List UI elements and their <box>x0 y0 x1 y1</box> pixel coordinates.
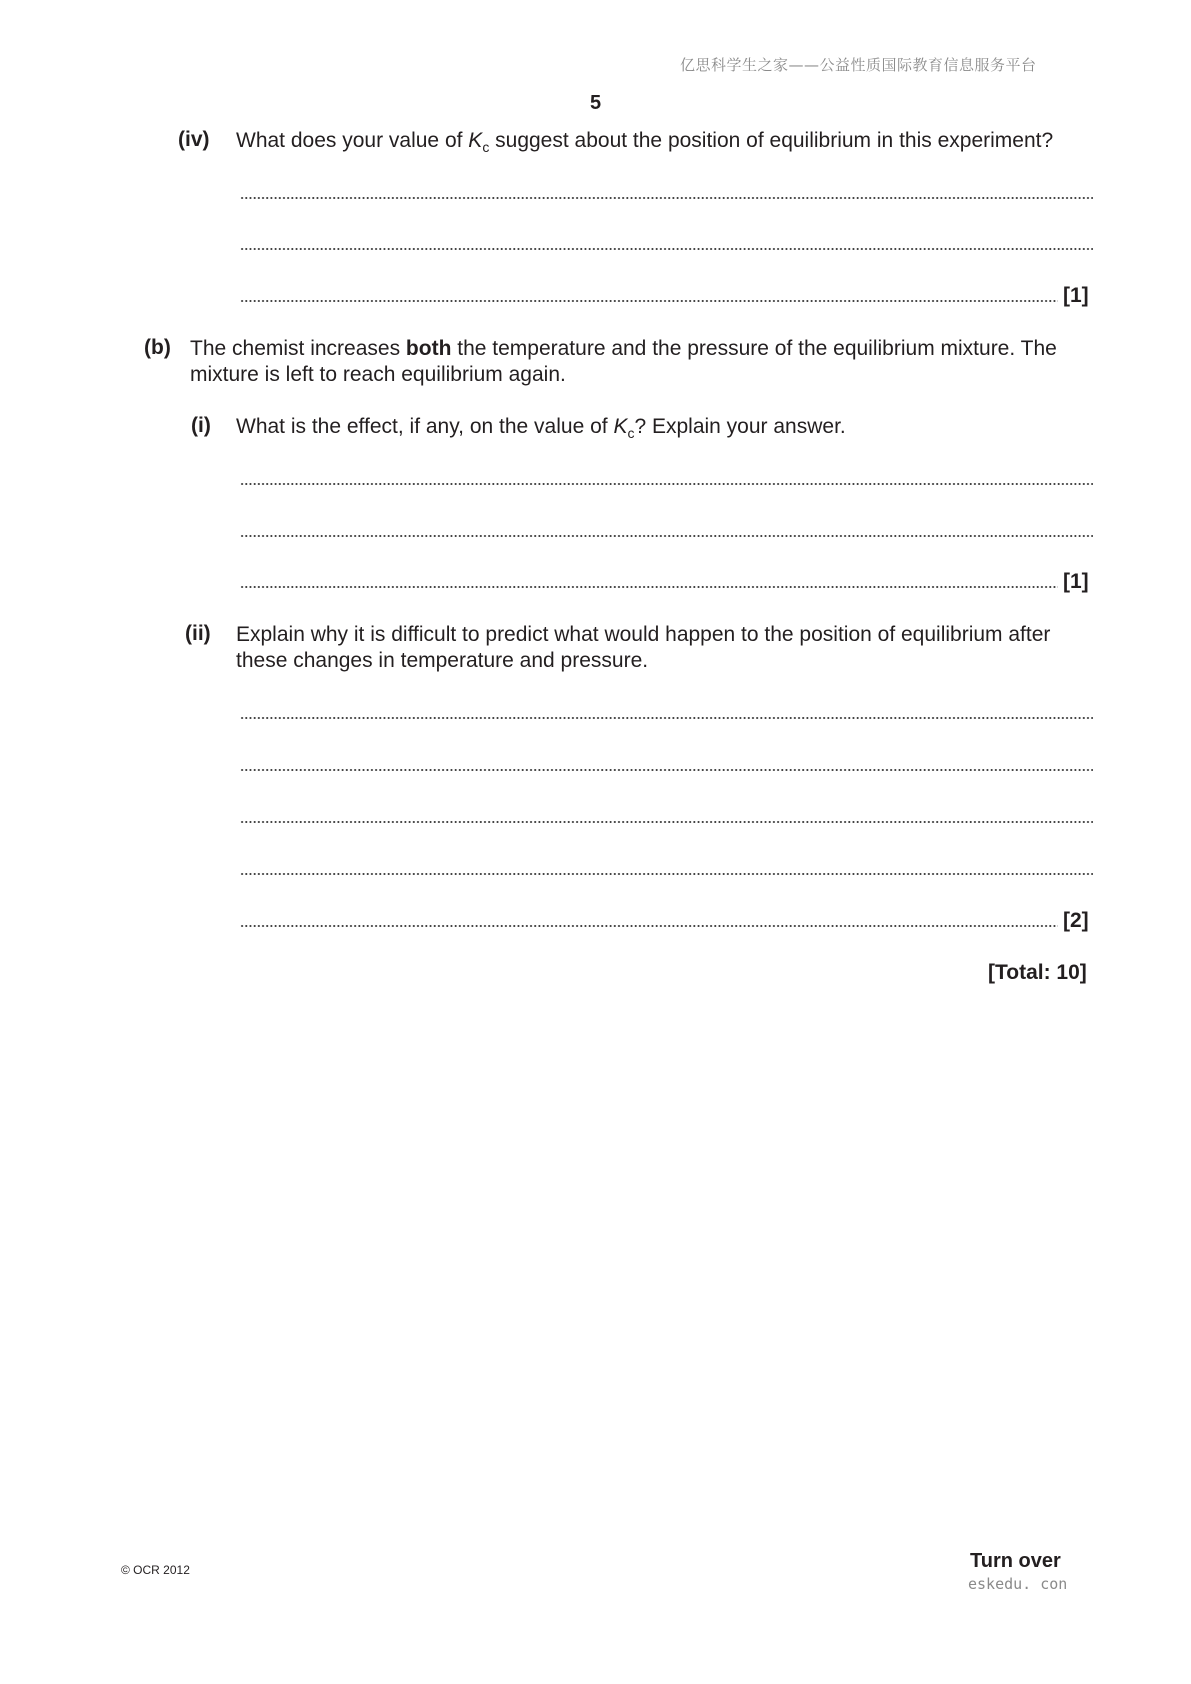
question-b-ii-label: (ii) <box>185 622 211 645</box>
question-b-ii-text: Explain why it is difficult to predict what would happen to the position of equilibrium after these changes in temperature and pressure. <box>236 623 1051 672</box>
answer-line[interactable] <box>240 481 1093 487</box>
answer-line[interactable] <box>240 195 1093 201</box>
page-number: 5 <box>589 92 602 114</box>
total-marks: [Total: 10] <box>988 961 1087 984</box>
turn-over: Turn over <box>970 1550 1061 1572</box>
answer-line[interactable] <box>240 715 1093 721</box>
answer-line[interactable] <box>240 246 1093 252</box>
question-iv-mark: [1] <box>1063 284 1089 307</box>
question-b-i-text-after: ? Explain your answer. <box>634 415 846 438</box>
kc-subscript: c <box>627 425 635 441</box>
question-b-label: (b) <box>144 336 171 359</box>
question-b-i-text <box>236 414 1096 440</box>
question-b-i-text-before: What is the effect, if any, on the value of <box>236 415 614 438</box>
question-b-bold-word: both <box>405 337 452 360</box>
answer-line[interactable] <box>240 819 1093 825</box>
question-b-text-after: the temperature and the pressure of the equilibrium mixture. The mixture is left to reach equilibrium again. <box>190 337 1057 386</box>
copyright: © OCR 2012 <box>121 1563 190 1577</box>
question-iv-text-before: What does your value of <box>236 129 469 152</box>
question-b-ii-mark: [2] <box>1063 909 1089 932</box>
question-iv-text <box>236 128 1096 154</box>
answer-line[interactable] <box>240 533 1093 539</box>
kc-symbol: K <box>613 415 628 438</box>
answer-line[interactable] <box>240 871 1093 877</box>
question-iv-text-after: suggest about the position of equilibrium in this experiment? <box>489 129 1054 152</box>
watermark-header: 亿思科学生之家——公益性质国际教育信息服务平台 <box>680 56 1037 74</box>
answer-line[interactable] <box>240 767 1093 773</box>
question-b-text <box>190 336 1096 388</box>
watermark-footer: eskedu. con <box>968 1575 1068 1593</box>
answer-line[interactable] <box>240 298 1058 304</box>
question-b-text-before: The chemist increases <box>190 337 406 360</box>
question-iv-label: (iv) <box>178 128 210 151</box>
kc-subscript: c <box>482 139 490 155</box>
answer-line[interactable] <box>240 923 1058 929</box>
question-b-i-label: (i) <box>191 414 211 437</box>
kc-symbol: K <box>468 129 483 152</box>
question-b-i-mark: [1] <box>1063 570 1089 593</box>
answer-line[interactable] <box>240 584 1058 590</box>
